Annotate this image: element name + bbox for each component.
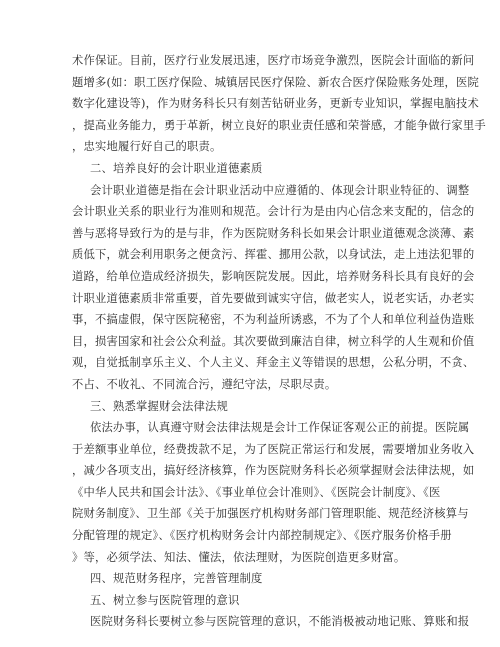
section-heading: 五、树立参与医院管理的意识 [90, 593, 240, 607]
paragraph-line: ，提高业务能力，勇于革新，树立良好的职业责任感和荣誉感，才能争做行家里手 [72, 118, 486, 132]
paragraph-line: 善与恶将导致行为的是与非，作为医院财务科长如果会计职业道德观念淡薄、素 [72, 226, 475, 240]
section-heading: 四、规范财务程序，完善管理制度 [90, 572, 263, 586]
paragraph-line: 观，自觉抵制享乐主义、个人主义、拜金主义等错误的思想，公私分明，不贪、 [72, 356, 475, 370]
paragraph-line: 题增多(如：职工医疗保险、城镇居民医疗保险、新农合医疗保险账务处理，医院 [72, 75, 480, 89]
paragraph-line: 目，损害国家和社会公众利益。其次要做到廉洁自律，树立科学的人生观和价值 [72, 334, 475, 348]
paragraph-line: ，减少各项支出，搞好经济核算，作为医院财务科长必须掌握财会法律法规，如 [72, 464, 475, 478]
paragraph-line: 数字化建设等)，作为财务科长只有刻苦钻研业务，更新专业知识，掌握电脑技术 [72, 97, 480, 111]
section-heading: 二、培养良好的会计职业道德素质 [90, 161, 263, 175]
paragraph-line: 会计职业道德是指在会计职业活动中应遵循的、体现会计职业特征的、调整 [90, 183, 470, 197]
paragraph-line: 依法办事，认真遵守财会法律法规是会计工作保证客观公正的前提。医院属 [90, 421, 470, 435]
section-heading: 三、熟悉掌握财会法律法规 [90, 399, 228, 413]
paragraph-line: ，忠实地履行好自己的职责。 [72, 140, 222, 154]
paragraph-line: 术作保证。目前，医疗行业发展迅速，医疗市场竞争激烈，医院会计面临的新问 [72, 54, 475, 67]
paragraph-line: 会计职业关系的职业行为准则和规范。会计行为是由内心信念来支配的，信念的 [72, 205, 475, 219]
paragraph-line: 》等，必须学法、知法、懂法，依法理财，为医院创造更多财富。 [72, 550, 406, 564]
paragraph-line: 质低下，就会利用职务之便贪污、挥霍、挪用公款，以身试法，走上违法犯罪的 [72, 248, 475, 262]
paragraph-line: 事，不搞虚假，保守医院秘密，不为利益所诱惑，不为了个人和单位利益伪造账 [72, 313, 475, 327]
paragraph-line: 《中华人民共和国会计法》、《事业单位会计准则》、《医院会计制度》、《医 [72, 485, 441, 499]
paragraph-line: 不占、不收礼、不同流合污，遵纪守法，尽职尽责。 [72, 377, 337, 391]
paragraph-line: 道路，给单位造成经济损失，影响医院发展。因此，培养财务科长具有良好的会 [72, 269, 475, 283]
paragraph-line: 分配管理的规定》、《医疗机构财务会计内部控制规定》、《医疗服务价格手册 [72, 529, 452, 543]
document-page [72, 50, 486, 633]
paragraph-line: 院财务制度》、卫生部《关于加强医疗机构财务部门管理职能、规范经济核算与 [72, 507, 469, 521]
paragraph-line: 计职业道德素质非常重要，首先要做到诚实守信，做老实人，说老实话，办老实 [72, 291, 475, 305]
paragraph-line: 医院财务科长要树立参与医院管理的意识，不能消极被动地记账、算账和报 [90, 615, 470, 629]
paragraph-line: 于差额事业单位，经费拨款不足，为了医院正常运行和发展，需要增加业务收入 [72, 442, 475, 456]
